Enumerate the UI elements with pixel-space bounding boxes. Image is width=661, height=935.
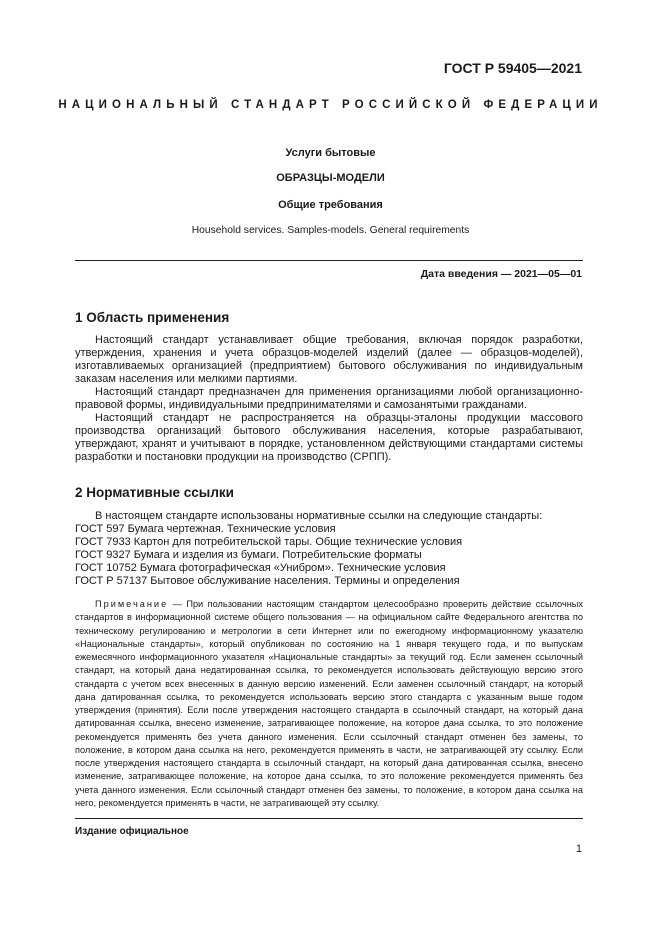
official-edition-label: Издание официальное (75, 826, 189, 837)
top-divider (75, 260, 583, 261)
section-1-paragraph: Настоящий стандарт не распространяется на образцы-эталоны продукции массового производства организаций бытового обслуживания населения, которые разрабатывают, утверждают, хранят и учитывают в порядке, установленном действующими стандартами системы разработки и постановки продукции на производство (СРПП). (75, 412, 583, 463)
introduction-date: Дата введения — 2021—05—01 (420, 268, 582, 280)
section-1-body (75, 334, 583, 464)
section-1-paragraph: Настоящий стандарт устанавливает общие требования, включая порядок разработки, утверждения, хранения и учета образцов-моделей изделий (далее — образцов-моделей), изготавливаемых организацией (предприятием) бытового обслуживания по индивидуальным заказам населения или мелкими партиями. (75, 334, 583, 385)
reference-item: ГОСТ Р 57137 Бытовое обслуживание населения. Термины и определения (75, 575, 460, 587)
section-2-body (75, 510, 583, 588)
section-2-intro: В настоящем стандарте использованы нормативные ссылки на следующие стандарты: (95, 510, 543, 522)
reference-item: ГОСТ 597 Бумага чертежная. Технические условия (75, 523, 336, 535)
title-english: Household services. Samples-models. General requirements (191, 225, 470, 236)
standard-number: ГОСТ Р 59405—2021 (443, 60, 582, 76)
national-standard-banner: НАЦИОНАЛЬНЫЙ СТАНДАРТ РОССИЙСКОЙ ФЕДЕРАЦИИ (58, 99, 603, 111)
reference-item: ГОСТ 7933 Картон для потребительской тары. Общие технические условия (75, 536, 463, 548)
note-label: Примечание (95, 599, 169, 609)
reference-item: ГОСТ 9327 Бумага и изделия из бумаги. Потребительские форматы (75, 549, 422, 561)
section-1-paragraph: Настоящий стандарт предназначен для применения организациями любой организационно-правовой формы, индивидуальными предпринимателями и самозанятыми гражданами. (75, 386, 583, 411)
bottom-divider (75, 818, 583, 819)
note-block (75, 598, 583, 810)
section-1-heading: 1 Область применения (75, 310, 230, 325)
note-paragraph (75, 598, 583, 810)
title-line-2: ОБРАЗЦЫ-МОДЕЛИ (276, 172, 385, 184)
reference-item: ГОСТ 10752 Бумага фотографическая «Унибром». Технические условия (75, 562, 446, 574)
section-2-heading: 2 Нормативные ссылки (75, 485, 234, 500)
note-text: — При пользовании настоящим стандартом целесообразно проверить действие ссылочных стандартов в информационной системе общего пользования — на официальном сайте Федерального агентства по техническому регулированию и метрологии в сети Интернет или по ежегодному информационному указателю «Национальные стандарты», который опубликован по состоянию на 1 января текущего года, и по выпускам ежемесячного информационного указателя «Национальные стандарты» за текущий год. Если заменен ссылочный стандарт, на который дана недатированная ссылка, то рекомендуется использовать действующую версию этого стандарта с учетом всех внесенных в данную версию изменений. Если заменен ссылочный стандарт, на который дана датированная ссылка, то рекомендуется использовать версию этого стандарта с указанным выше годом утверждения (принятия). Если после утверждения настоящего стандарта в ссылочный стандарт, на который дана датированная ссылка, внесено изменение, затрагивающее положение, на которое дана ссылка, то это положение рекомендуется применять без учета данного изменения. Если ссылочный стандарт отменен без замены, то положение, в котором дана ссылка на него, рекомендуется применять в части, не затрагивающей эту ссылку. Если после утверждения настоящего стандарта в ссылочный стандарт, на который дана датированная ссылка, внесено изменение, затрагивающее положение, на которое дана ссылка, то это положение рекомендуется применять без учета данного изменения. Если ссылочный стандарт отменен без замены, то положение, в котором дана ссылка на него, рекомендуется применять в части, не затрагивающей эту ссылку. (75, 599, 583, 808)
title-line-1: Услуги бытовые (285, 147, 376, 159)
title-line-3: Общие требования (278, 199, 383, 211)
page-number: 1 (575, 843, 582, 855)
